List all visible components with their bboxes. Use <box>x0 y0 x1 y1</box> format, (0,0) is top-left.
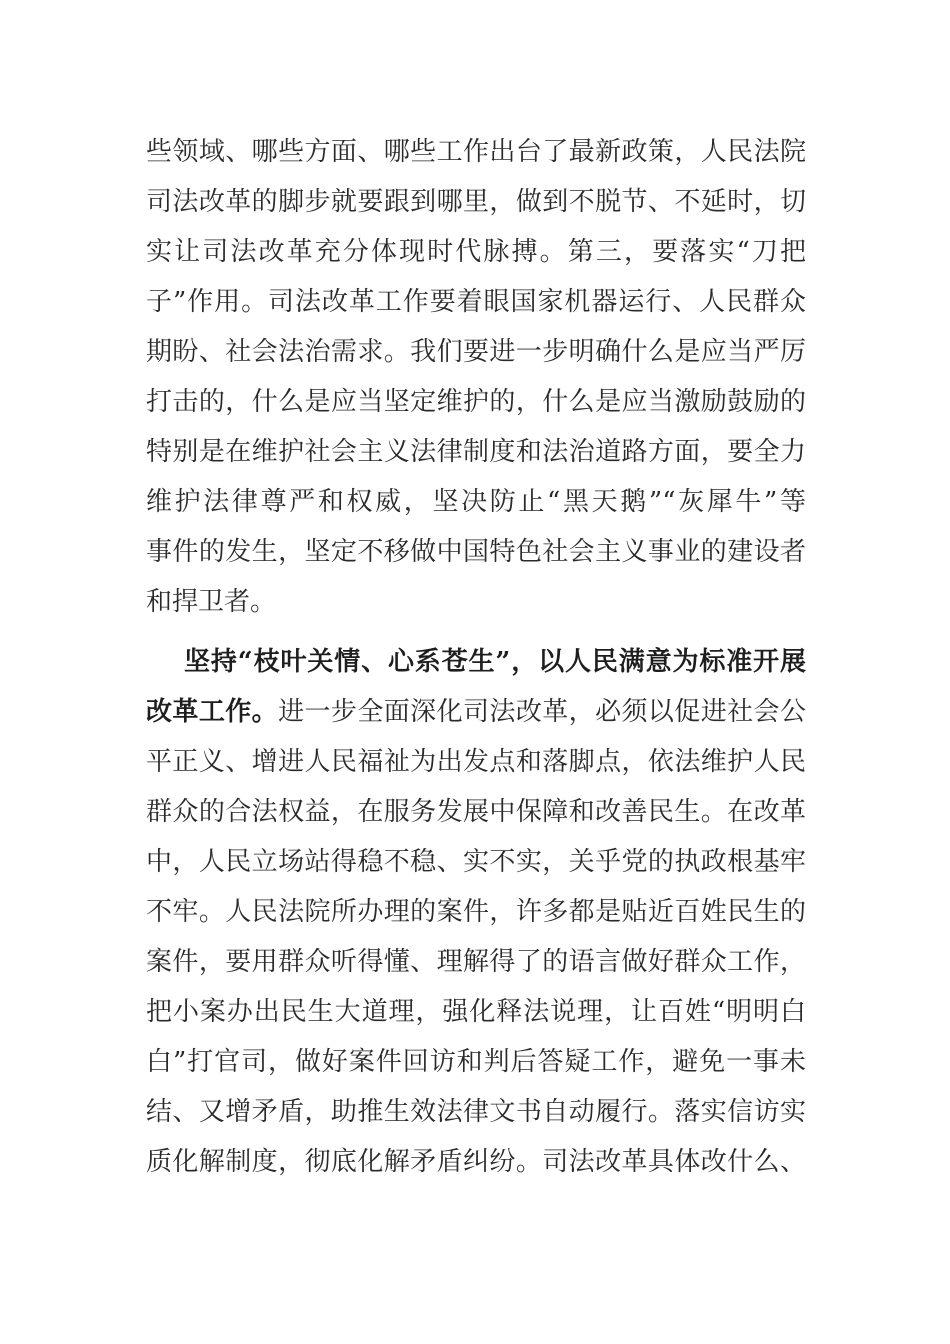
text-line: 司法改革的脚步就要跟到哪里，做到不脱节、不延时，切 <box>146 187 806 217</box>
section-heading-tail: 改革工作。 <box>146 697 279 727</box>
text-line: 群众的合法权益，在服务发展中保障和改善民生。在改革 <box>146 797 806 827</box>
section-heading-line: 坚持“枝叶关情、心系苍生”，以人民满意为标准开展 <box>184 647 806 677</box>
text-line: 打击的，什么是应当坚定维护的，什么是应当激励鼓励的 <box>146 387 806 417</box>
text-line <box>146 687 806 737</box>
paragraph-2 <box>146 637 806 1187</box>
text-line: 实让司法改革充分体现时代脉搏。第三，要落实“刀把 <box>146 237 806 267</box>
text-line: 维护法律尊严和权威，坚决防止“黑天鹅”“灰犀牛”等 <box>146 487 806 517</box>
text-line: 些领域、哪些方面、哪些工作出台了最新政策，人民法院 <box>146 137 806 167</box>
text-line: 案件，要用群众听得懂、理解得了的语言做好群众工作， <box>146 947 806 977</box>
text-line: 子”作用。司法改革工作要着眼国家机器运行、人民群众 <box>146 287 806 317</box>
text-line-rest: 进一步全面深化司法改革，必须以促进社会公 <box>278 697 806 727</box>
text-line: 白”打官司，做好案件回访和判后答疑工作，避免一事未 <box>146 1047 806 1077</box>
text-line: 事件的发生，坚定不移做中国特色社会主义事业的建设者 <box>146 537 806 567</box>
text-line: 质化解制度，彻底化解矛盾纠纷。司法改革具体改什么、 <box>146 1147 806 1177</box>
text-line: 和捍卫者。 <box>146 587 277 617</box>
text-line: 特别是在维护社会主义法律制度和法治道路方面，要全力 <box>146 437 806 467</box>
text-line: 平正义、增进人民福祉为出发点和落脚点，依法维护人民 <box>146 747 806 777</box>
text-line: 期盼、社会法治需求。我们要进一步明确什么是应当严厉 <box>146 337 806 367</box>
text-line: 把小案办出民生大道理，强化释法说理，让百姓“明明白 <box>146 997 806 1027</box>
text-line: 不牢。人民法院所办理的案件，许多都是贴近百姓民生的 <box>146 897 806 927</box>
text-line: 中，人民立场站得稳不稳、实不实，关乎党的执政根基牢 <box>146 847 806 877</box>
text-line: 结、又增矛盾，助推生效法律文书自动履行。落实信访实 <box>146 1097 806 1127</box>
paragraph-1 <box>146 127 806 627</box>
